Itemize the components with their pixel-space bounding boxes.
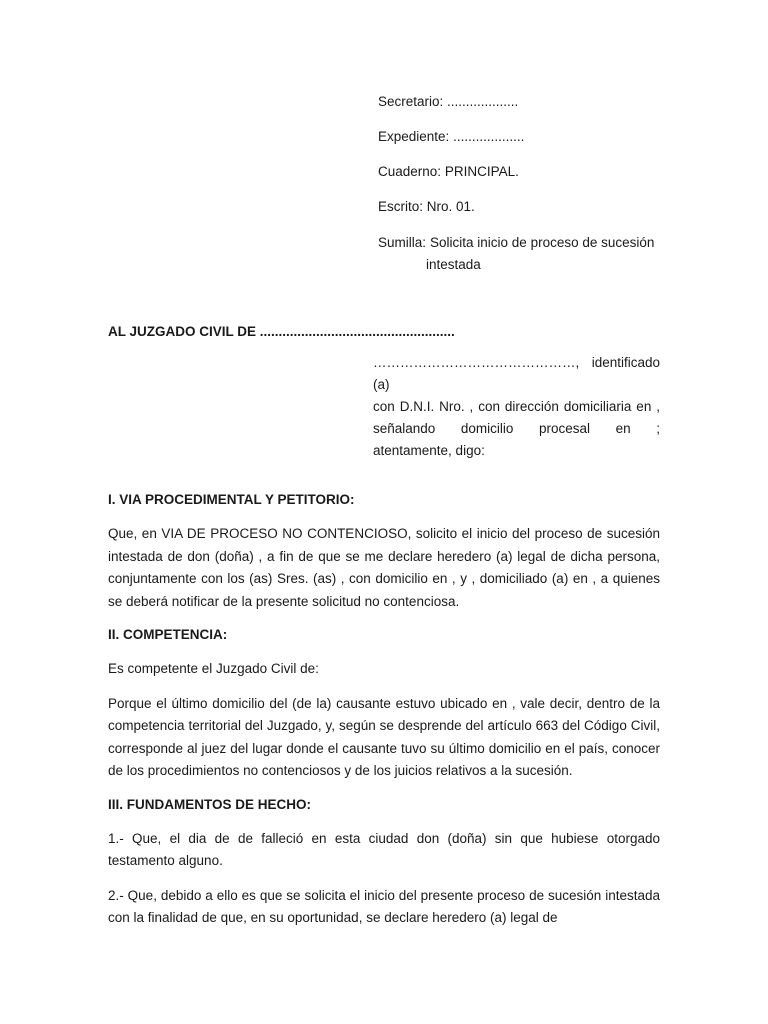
- secretario-line: [378, 92, 668, 127]
- court-addressee: AL JUZGADO CIVIL DE ....................................................: [108, 324, 455, 339]
- escrito-label: Escrito:: [378, 199, 424, 214]
- escrito-value: Nro. 01.: [426, 199, 475, 214]
- sumilla-block: [378, 232, 668, 276]
- intro-line-3: señalando domicilio procesal en ;: [373, 421, 660, 436]
- intro-line-4: atentamente, digo:: [373, 443, 485, 458]
- section-heading-competencia: II. COMPETENCIA:: [108, 627, 228, 642]
- intro-line-2: con D.N.I. Nro. , con dirección domiciliaria en ,: [373, 399, 660, 414]
- cuaderno-value: PRINCIPAL.: [444, 164, 519, 179]
- paragraph-competencia-domicilio: Porque el último domicilio del (de la) causante estuvo ubicado en , vale decir, dentro de la competencia territorial del Juzgado, y, según se desprende del artículo 663 del Código Civil, corresponde al juez del lugar donde el causante tuvo su último domicilio en el país, conocer de los procedimientos no contenciosos y de los juicios relativos a la sucesión.: [108, 695, 660, 778]
- secretario-label: Secretario:: [378, 94, 444, 109]
- cuaderno-label: Cuaderno:: [378, 164, 442, 179]
- paragraph-petitorio: Que, en VIA DE PROCESO NO CONTENCIOSO, solicito el inicio del proceso de sucesión intestada de don (doña) , a fin de que se me declare heredero (a) legal de dicha persona, conjuntamente con los (as) Sres. (as) , con domicilio en , y , domiciliado (a) en , a quienes se deberá notificar de la presente solicitud no contenciosa.: [108, 526, 660, 609]
- paragraph-competencia-juzgado: Es competente el Juzgado Civil de:: [108, 661, 319, 676]
- sumilla-value-line2: intestada: [426, 257, 481, 272]
- expediente-label: Expediente:: [378, 129, 450, 144]
- case-header: [378, 92, 668, 276]
- paragraph-hecho-1: 1.- Que, el dia de de falleció en esta ciudad don (doña) sin que hubiese otorgado testamento alguno.: [108, 830, 660, 868]
- document-body: [108, 488, 660, 942]
- secretario-value: ...................: [447, 94, 519, 109]
- intro-line-1: ………………………………………, identificado (a): [373, 355, 660, 392]
- section-heading-via-procedimental: I. VIA PROCEDIMENTAL Y PETITORIO:: [108, 492, 355, 507]
- paragraph-hecho-2: 2.- Que, debido a ello es que se solicita el inicio del presente proceso de sucesión intestada con la finalidad de que, en su oportunidad, se declare heredero (a) legal de: [108, 887, 660, 925]
- section-heading-fundamentos-hecho: III. FUNDAMENTOS DE HECHO:: [108, 796, 312, 812]
- expediente-value: ...................: [453, 129, 525, 144]
- expediente-line: [378, 127, 668, 162]
- petitioner-intro: [373, 352, 660, 462]
- escrito-line: [378, 197, 668, 232]
- sumilla-label: Sumilla:: [378, 235, 427, 250]
- sumilla-value-line1: Solicita inicio de proceso de sucesión: [430, 235, 655, 250]
- cuaderno-line: [378, 162, 668, 197]
